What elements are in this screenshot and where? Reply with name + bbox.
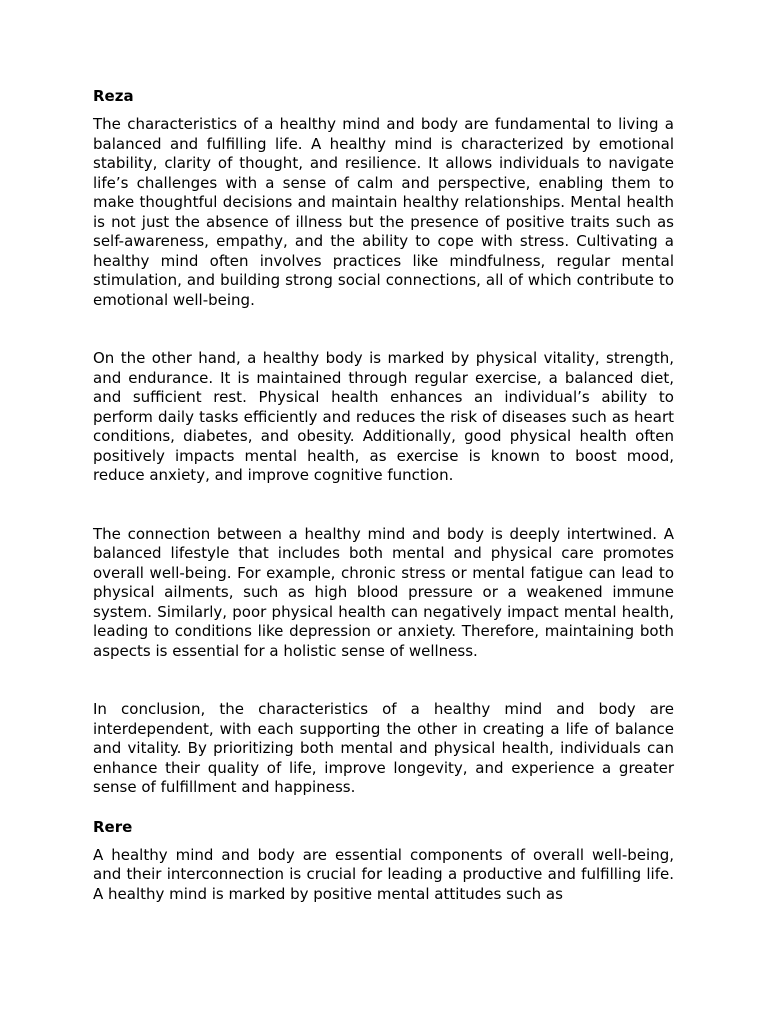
paragraph-rere-1: A healthy mind and body are essential components of overall well-being, and their interconnection is crucial for leading a productive and fulfilling life. A healthy mind is marked by positive mental attitudes such as [93,845,674,903]
paragraph-reza-3: The connection between a healthy mind and body is deeply intertwined. A balanced lifestyle that includes both mental and physical care promotes overall well-being. For example, chronic stress or mental fatigue can lead to physical ailments, such as high blood pressure or a weakened immune system. Similarly, poor physical health can negatively impact mental health, leading to conditions like depression or anxiety. Therefore, maintaining both aspects is essential for a holistic sense of wellness. [93,524,674,660]
document-page [93,86,674,904]
paragraph-reza-2: On the other hand, a healthy body is marked by physical vitality, strength, and endurance. It is maintained through regular exercise, a balanced diet, and sufficient rest. Physical health enhances an individual’s ability to perform daily tasks efficiently and reduces the risk of diseases such as heart conditions, diabetes, and obesity. Additionally, good physical health often positively impacts mental health, as exercise is known to boost mood, reduce anxiety, and improve cognitive function. [93,349,674,484]
paragraph-reza-4: In conclusion, the characteristics of a healthy mind and body are interdependent, with each supporting the other in creating a life of balance and vitality. By prioritizing both mental and physical health, individuals can enhance their quality of life, improve longevity, and experience a greater sense of fulfillment and happiness. [93,700,674,796]
section-heading-rere: Rere [93,817,133,836]
paragraph-reza-1: The characteristics of a healthy mind and body are fundamental to living a balanced and fulfilling life. A healthy mind is characterized by emotional stability, clarity of thought, and resilience. It allows individuals to navigate life’s challenges with a sense of calm and perspective, enabling them to make thoughtful decisions and maintain healthy relationships. Mental health is not just the absence of illness but the presence of positive traits such as self-awareness, empathy, and the ability to cope with stress. Cultivating a healthy mind often involves practices like mindfulness, regular mental stimulation, and building strong social connections, all of which contribute to emotional well-being. [93,115,674,309]
section-heading-reza: Reza [93,87,134,105]
